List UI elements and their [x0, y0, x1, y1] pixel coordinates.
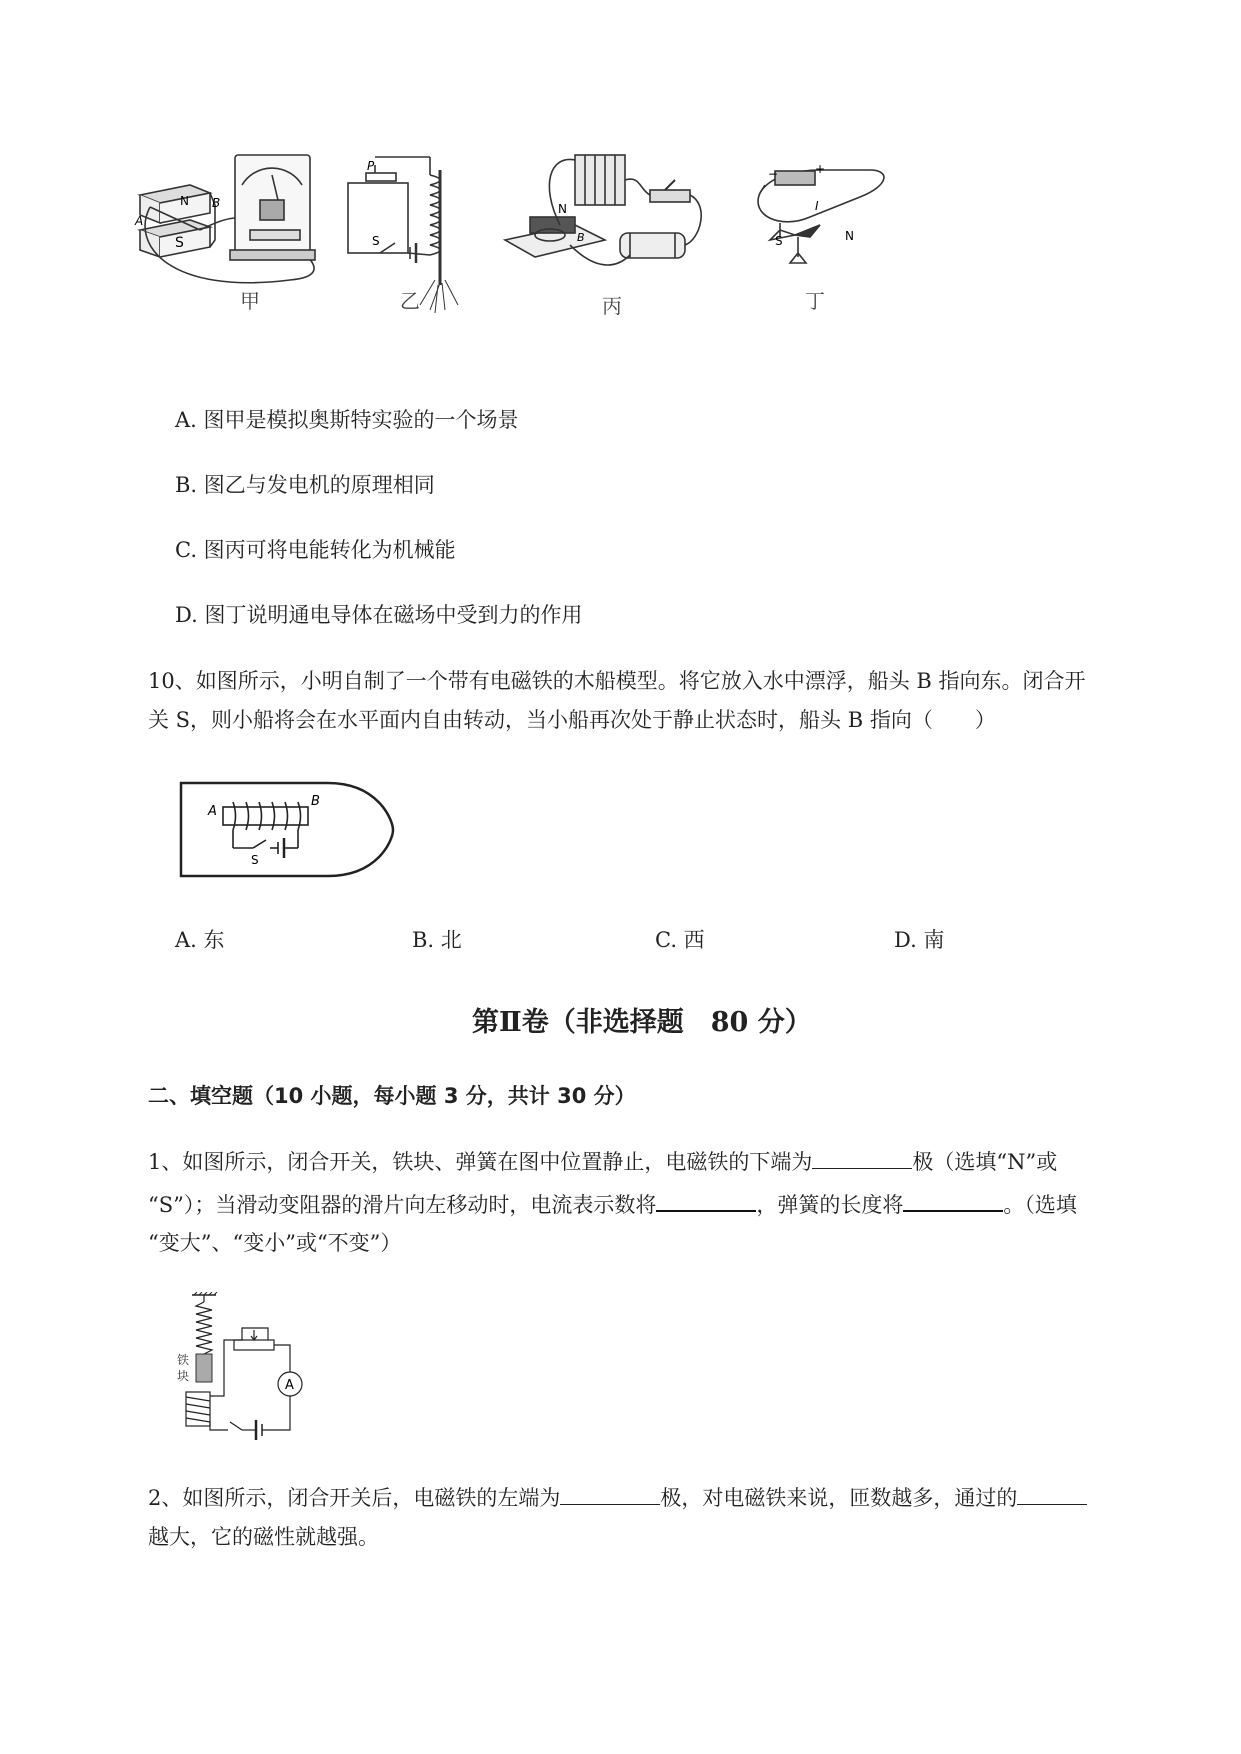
boat-b-label: B [311, 794, 320, 809]
bing-b-label: B [577, 231, 585, 244]
ding-minus-label: − [768, 167, 779, 181]
jia-a-label: A [135, 214, 144, 228]
q10-option-c: C. 西 [655, 928, 705, 952]
fill-q2-blank-2[interactable] [1017, 1482, 1087, 1505]
fill-q1-text-e: 。（选填 [1003, 1193, 1077, 1217]
ding-s-label: S [775, 234, 783, 248]
figure-jia [140, 155, 315, 283]
fill-q1-text-d: ，弹簧的长度将 [756, 1193, 904, 1217]
q10-boat-figure [178, 780, 398, 880]
q9-option-d: D. 图丁说明通电导体在磁场中受到力的作用 [175, 603, 583, 627]
fill-q1-line-1 [148, 1146, 1057, 1177]
boat-a-label: A [208, 804, 217, 819]
fill-q1-blank-3[interactable] [903, 1188, 1003, 1212]
figure-label-ding: 丁 [805, 289, 825, 313]
q10-line-1: 10、如图所示，小明自制了一个带有电磁铁的木船模型。将它放入水中漂浮，船头 B 指向东。闭合开 [148, 669, 1086, 693]
fill-q1-line-2 [148, 1188, 1077, 1220]
fill-q1-blank-2[interactable] [656, 1188, 756, 1212]
fill-q2-text-a: 2、如图所示，闭合开关后，电磁铁的左端为 [148, 1486, 561, 1510]
fill-section-title: 二、填空题（10 小题，每小题 3 分，共计 30 分） [148, 1084, 636, 1108]
q10-option-b: B. 北 [412, 928, 462, 952]
ammeter-label: A [285, 1378, 294, 1393]
jia-b-label: B [212, 196, 221, 210]
jia-n-label: N [180, 194, 189, 208]
q10-option-a: A. 东 [175, 928, 225, 952]
yi-p-label: P [367, 159, 375, 173]
ding-n-label: N [845, 229, 854, 243]
iron-label-1: 铁 [177, 1353, 190, 1367]
fill-q1-blank-1[interactable] [812, 1146, 912, 1169]
fill-q1-text-b: 极（选填“N”或 [912, 1150, 1058, 1174]
q9-option-b: B. 图乙与发电机的原理相同 [175, 473, 435, 497]
ding-plus-label: + [815, 162, 826, 176]
fill-q1-figure [172, 1292, 332, 1440]
iron-label-2: 块 [177, 1369, 190, 1383]
figure-label-jia: 甲 [240, 289, 260, 313]
fill-q1-text-c: “S”）；当滑动变阻器的滑片向左移动时，电流表示数将 [148, 1193, 657, 1217]
yi-s-label: S [372, 234, 380, 248]
q10-line-2: 关 S，则小船将会在水平面内自由转动，当小船再次处于静止状态时，船头 B 指向（ ） [148, 708, 996, 732]
fill-q2-line-1 [148, 1482, 1087, 1513]
q10-option-d: D. 南 [894, 928, 945, 952]
fill-q1-text-a: 1、如图所示，闭合开关，铁块、弹簧在图中位置静止，电磁铁的下端为 [148, 1150, 813, 1174]
figure-label-yi: 乙 [400, 289, 420, 313]
fill-q1-line-3: “变大”、“变小”或“不变”） [148, 1231, 402, 1255]
boat-s-label: S [251, 853, 259, 867]
q9-option-c: C. 图丙可将电能转化为机械能 [175, 538, 456, 562]
jia-s-label: S [175, 235, 184, 251]
top-figures [130, 145, 890, 325]
section-title: 第Ⅱ卷（非选择题 80 分） [472, 1007, 812, 1038]
bing-n-label: N [558, 202, 567, 216]
fill-q2-blank-1[interactable] [560, 1482, 660, 1505]
fill-q2-line-2: 越大，它的磁性就越强。 [148, 1525, 379, 1549]
figure-ding [758, 170, 884, 263]
ding-i-label: I [815, 199, 819, 213]
figure-bing [505, 155, 701, 265]
fill-q2-text-b: 极，对电磁铁来说，匝数越多，通过的 [660, 1486, 1018, 1510]
figure-label-bing: 丙 [602, 294, 622, 318]
q9-option-a: A. 图甲是模拟奥斯特实验的一个场景 [175, 408, 519, 432]
